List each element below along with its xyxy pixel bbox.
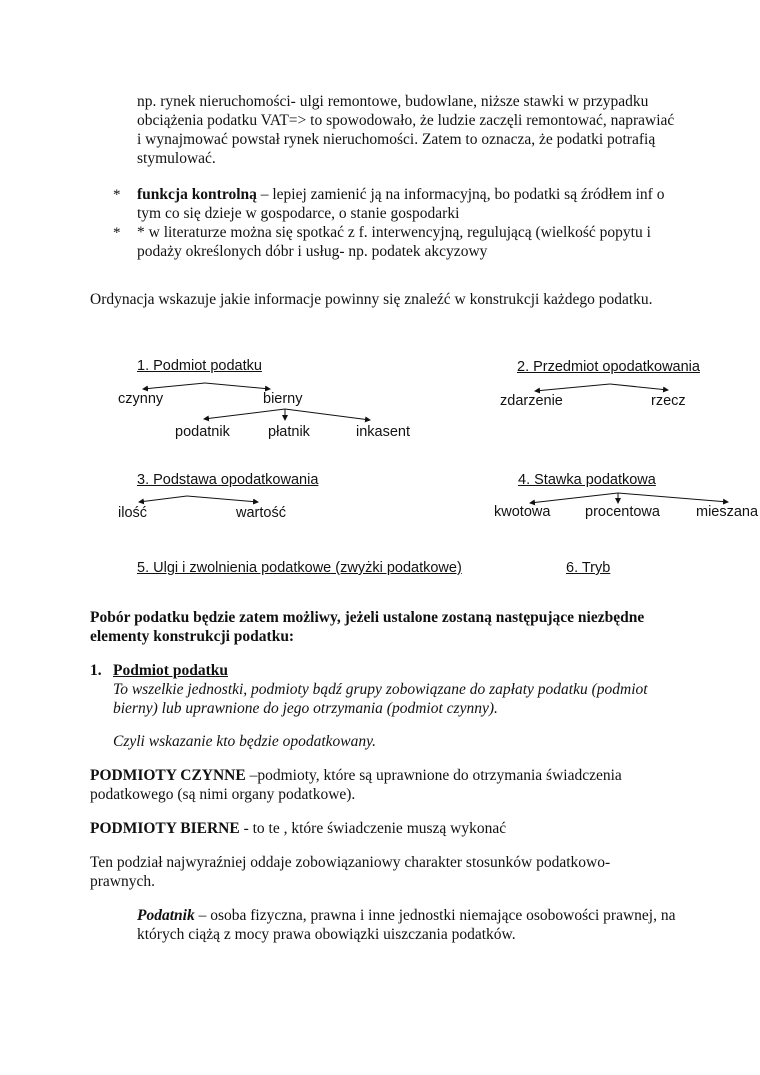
diagram-node-rzecz: rzecz [651,393,686,409]
diagram-node-zdarzenie: zdarzenie [500,393,563,409]
bullet-interwencyjna: * w literaturze można się spotkać z f. interwencyjną, regulującą (wielkość popytu i podaży określonych dóbr i usług- np. podatek akcyzowy [137,224,651,260]
diagram-title-przedmiot: 2. Przedmiot opodatkowania [517,359,700,375]
term-text: –podmioty, które są uprawnione do otrzymania świadczenia podatkowego (są nimi organy podatkowe). [90,767,622,803]
diagram-node-procentowa: procentowa [585,504,660,520]
arrow [187,496,258,502]
diagram-node-bierny: bierny [263,391,303,407]
diagram-node-podatnik: podatnik [175,424,230,440]
podmioty-czynne-paragraph [90,766,670,804]
arrow [610,384,668,390]
term-label: PODMIOTY BIERNE [90,820,240,837]
item-description: To wszelkie jednostki, podmioty bądź grupy zobowiązane do zapłaty podatku (podmiot bierny) lub uprawnione do jego otrzymania (podmiot czynny). [113,681,648,717]
item-note: Czyli wskazanie kto będzie opodatkowany. [113,733,377,750]
arrow [530,493,618,503]
bullet-marker: * [113,225,121,241]
diagram-title-stawka: 4. Stawka podatkowa [518,472,656,488]
diagram-node-ilosc: ilość [118,505,148,521]
diagram-node-inkasent: inkasent [356,424,411,440]
arrow [205,383,270,389]
term-text: – osoba fizyczna, prawna i inne jednostki niemające osobowości prawnej, na których ciążą z mocy prawa obowiązki uiszczania podatków. [137,907,676,943]
pobor-heading: Pobór podatku będzie zatem możliwy, jeżeli ustalone zostaną następujące niezbędne elementy konstrukcji podatku: [90,609,645,645]
bullet-marker: * [113,187,121,203]
term-label: Podatnik [137,907,195,924]
diagram-node-wartosc: wartość [236,505,286,521]
arrow [285,409,370,420]
arrow [139,496,187,502]
arrow [143,383,205,389]
arrow [204,409,285,419]
bullet-term: funkcja kontrolną [137,186,257,203]
intro-paragraph: np. rynek nieruchomości- ulgi remontowe, budowlane, niższe stawki w przypadku obciążenia podatku VAT=> to spowodowało, że ludzie zaczęli remontować, naprawiać i wynajmować powstał rynek nieruchomości. Zatem to oznacza, że podatki potrafią stymulować. [137,93,675,167]
diagram-node-mieszana: mieszana [696,504,759,520]
diagram-title-podmiot: 1. Podmiot podatku [137,358,262,374]
diagram-node-platnik: płatnik [268,424,310,440]
diagram-title-ulgi: 5. Ulgi i zwolnienia podatkowe (zwyżki podatkowe) [137,560,462,576]
item-number: 1. [90,662,102,679]
item-title-podmiot: Podmiot podatku [113,662,228,679]
diagram-title-podstawa: 3. Podstawa opodatkowania [137,472,319,488]
podzial-paragraph: Ten podział najwyraźniej oddaje zobowiązaniowy charakter stosunków podatkowo-prawnych. [90,854,611,890]
podatnik-definition [137,906,682,944]
podmioty-bierne-paragraph [90,819,690,838]
term-text: - to te , które świadczenie muszą wykonać [239,820,507,837]
arrow [618,493,728,502]
bullet-text: – lepiej zamienić ją na informacyjną, bo podatki są źródłem inf o tym co się dzieje w gospodarce, o stanie gospodarki [137,186,665,222]
ordynacja-text: Ordynacja wskazuje jakie informacje powinny się znaleźć w konstrukcji każdego podatku. [90,291,653,308]
bullet-funkcja-kontrolna [137,185,677,223]
term-label: PODMIOTY CZYNNE [90,767,246,784]
arrow [535,384,610,391]
diagram-node-kwotowa: kwotowa [494,504,551,520]
diagram-title-tryb: 6. Tryb [566,560,611,576]
diagram-node-czynny: czynny [118,391,164,407]
